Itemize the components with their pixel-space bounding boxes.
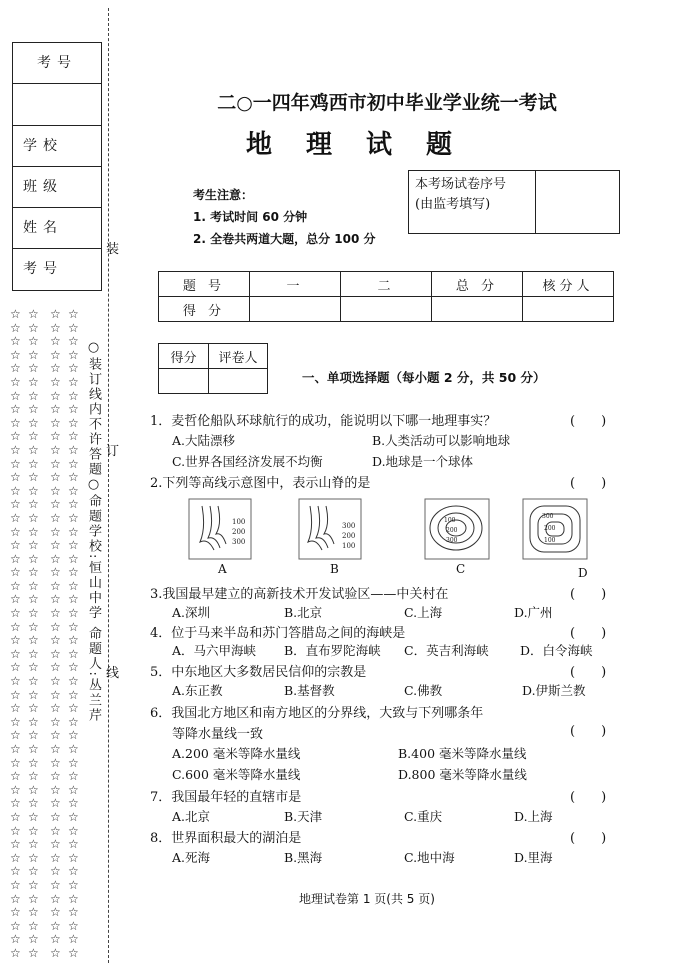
contour-map-b [298,498,362,560]
question-4-stem: 4．位于马来半岛和苏门答腊岛之间的海峡是 [150,626,406,641]
section-1-title: 一、单项选择题（每小题 2 分，共 50 分） [302,370,546,385]
star-border-column-1: ☆☆☆☆☆☆☆☆☆☆☆☆☆☆☆☆☆☆☆☆☆☆☆☆☆☆☆☆☆☆☆☆☆☆☆☆☆☆☆☆☆☆☆☆☆☆☆☆ [10,308,21,960]
paper-sequence-box [408,170,620,234]
score-cell[interactable] [250,297,341,322]
sequence-label-line-2: (由监考填写) [415,197,491,212]
subject-title: 地理试题 [245,130,486,160]
question-3-stem: 3.我国最早建立的高新技术开发试验区——中关村在 [150,587,449,602]
contour-label: 300 [542,513,554,520]
question-3-option-d: D.广州 [514,605,553,620]
answer-paren[interactable]: ( ) [570,414,607,429]
answer-paren[interactable]: ( ) [570,665,607,680]
question-4-option-d: D．白令海峡 [520,643,593,658]
question-7-option-b: B.天津 [284,809,323,824]
question-8-option-d: D.里海 [514,850,553,865]
question-6-stem: 6．我国北方地区和南方地区的分界线，大致与下列哪条年 [150,706,484,721]
score-header-cell: 总 分 [432,272,523,297]
school-label: 学校 [13,126,101,167]
map-label-a: A [218,562,227,576]
star-border-column-2: ☆☆☆☆☆☆☆☆☆☆☆☆☆☆☆☆☆☆☆☆☆☆☆☆☆☆☆☆☆☆☆☆☆☆☆☆☆☆☆☆☆☆☆☆☆☆☆☆ [28,308,39,960]
question-4-option-a: A．马六甲海峡 [172,643,257,658]
question-1-option-d: D.地球是一个球体 [372,454,474,469]
binding-mark-ding: 订 [106,444,120,459]
question-8-option-b: B.黑海 [284,850,323,865]
question-6-option-d: D.800 毫米等降水量线 [398,767,527,782]
score-table [158,271,614,322]
answer-paren[interactable]: ( ) [570,790,607,805]
exam-title: 二○一四年鸡西市初中毕业学业统一考试 [217,92,557,114]
notice-item-2: 2. 全卷共两道大题，总分 100 分 [193,232,376,246]
contour-label: 200 [544,525,556,532]
contour-label: 100 [544,537,556,544]
question-7-stem: 7．我国最年轻的直辖市是 [150,790,302,805]
question-8-option-c: C.地中海 [404,850,455,865]
question-5-option-d: D.伊斯兰教 [522,683,586,698]
student-info-box [12,42,102,291]
map-label-d: D [578,566,588,580]
score-header-cell: 核分人 [523,272,614,297]
question-1-option-c: C.世界各国经济发展不均衡 [172,454,323,469]
map-label-b: B [330,562,339,576]
sequence-label-line-1: 本考场试卷序号 [415,177,507,192]
sequence-label [415,175,506,215]
score-header-cell: 题 号 [159,272,250,297]
contour-label: 100 [232,518,246,526]
score-header-cell: 一 [250,272,341,297]
class-label: 班级 [13,167,101,208]
question-3-option-c: C.上海 [404,605,443,620]
contour-map-d [522,498,588,560]
question-3-option-a: A.深圳 [172,605,211,620]
score-cell[interactable] [432,297,523,322]
question-4-option-c: C．英吉利海峡 [404,643,489,658]
answer-paren[interactable]: ( ) [570,724,607,739]
exam-number-label-2: 考号 [23,261,63,277]
contour-label: 200 [342,532,356,540]
question-4-option-b: B．直布罗陀海峡 [284,643,381,658]
grader-score-cell[interactable] [159,369,209,394]
question-5-option-a: A.东正教 [172,683,223,698]
contour-label: 200 [446,527,458,534]
score-cell[interactable] [341,297,432,322]
score-cell[interactable] [523,297,614,322]
notice-item-1: 1. 考试时间 60 分钟 [193,210,308,224]
vertical-margin-note: ○装订线内不许答题○命题学校:恒山中学 命题人:丛兰芹 [86,340,101,723]
question-1-option-b: B.人类活动可以影响地球 [372,433,511,448]
question-6-option-b: B.400 毫米等降水量线 [398,746,527,761]
question-6-stem-line-2: 等降水量线一致 [172,727,264,742]
contour-label: 300 [446,537,458,544]
grader-score-label: 得分 [159,344,209,369]
answer-paren[interactable]: ( ) [570,476,607,491]
answer-paren[interactable]: ( ) [570,626,607,641]
map-label-c: C [456,562,466,576]
contour-label: 200 [232,528,246,536]
contour-map-c [424,498,490,560]
question-7-option-d: D.上海 [514,809,553,824]
question-8-option-a: A.死海 [172,850,211,865]
binding-mark-zhuang: 装 [106,242,120,257]
question-8-stem: 8．世界面积最大的湖泊是 [150,831,302,846]
question-2-stem: 2.下列等高线示意图中，表示山脊的是 [150,476,371,491]
question-7-option-c: C.重庆 [404,809,443,824]
exam-number-label: 考号 [13,43,101,84]
candidate-notice [193,184,376,250]
contour-label: 300 [232,538,246,546]
question-1-stem: 1．麦哲伦船队环球航行的成功，能说明以下哪一地理事实？ [150,414,497,429]
contour-label: 300 [342,522,356,530]
score-row-label: 得 分 [159,297,250,322]
question-6-option-a: A.200 毫米等降水量线 [172,746,301,761]
notice-heading: 考生注意： [193,188,254,202]
contour-label: 100 [342,542,356,550]
page-footer: 地理试卷第 1 页(共 5 页) [299,892,435,906]
name-label: 姓名 [13,208,101,249]
question-7-option-a: A.北京 [172,809,211,824]
binding-mark-xian: 线 [106,666,120,681]
question-5-option-b: B.基督教 [284,683,335,698]
contour-map-a [188,498,252,560]
score-table-header-row [159,272,614,297]
answer-paren[interactable]: ( ) [570,831,607,846]
star-border-column-3: ☆☆☆☆☆☆☆☆☆☆☆☆☆☆☆☆☆☆☆☆☆☆☆☆☆☆☆☆☆☆☆☆☆☆☆☆☆☆☆☆☆☆☆☆☆☆☆☆ [50,308,61,960]
grader-name-cell[interactable] [209,369,268,394]
star-border-column-4: ☆☆☆☆☆☆☆☆☆☆☆☆☆☆☆☆☆☆☆☆☆☆☆☆☆☆☆☆☆☆☆☆☆☆☆☆☆☆☆☆☆☆☆☆☆☆☆☆ [68,308,79,960]
question-1-option-a: A.大陆漂移 [172,433,236,448]
answer-paren[interactable]: ( ) [570,587,607,602]
question-5-option-c: C.佛教 [404,683,443,698]
score-header-cell: 二 [341,272,432,297]
question-5-stem: 5．中东地区大多数居民信仰的宗教是 [150,665,367,680]
contour-label: 100 [444,517,456,524]
grader-name-label: 评卷人 [209,344,268,369]
grader-table [158,343,268,394]
question-6-option-c: C.600 毫米等降水量线 [172,767,301,782]
score-table-score-row [159,297,614,322]
question-3-option-b: B.北京 [284,605,323,620]
